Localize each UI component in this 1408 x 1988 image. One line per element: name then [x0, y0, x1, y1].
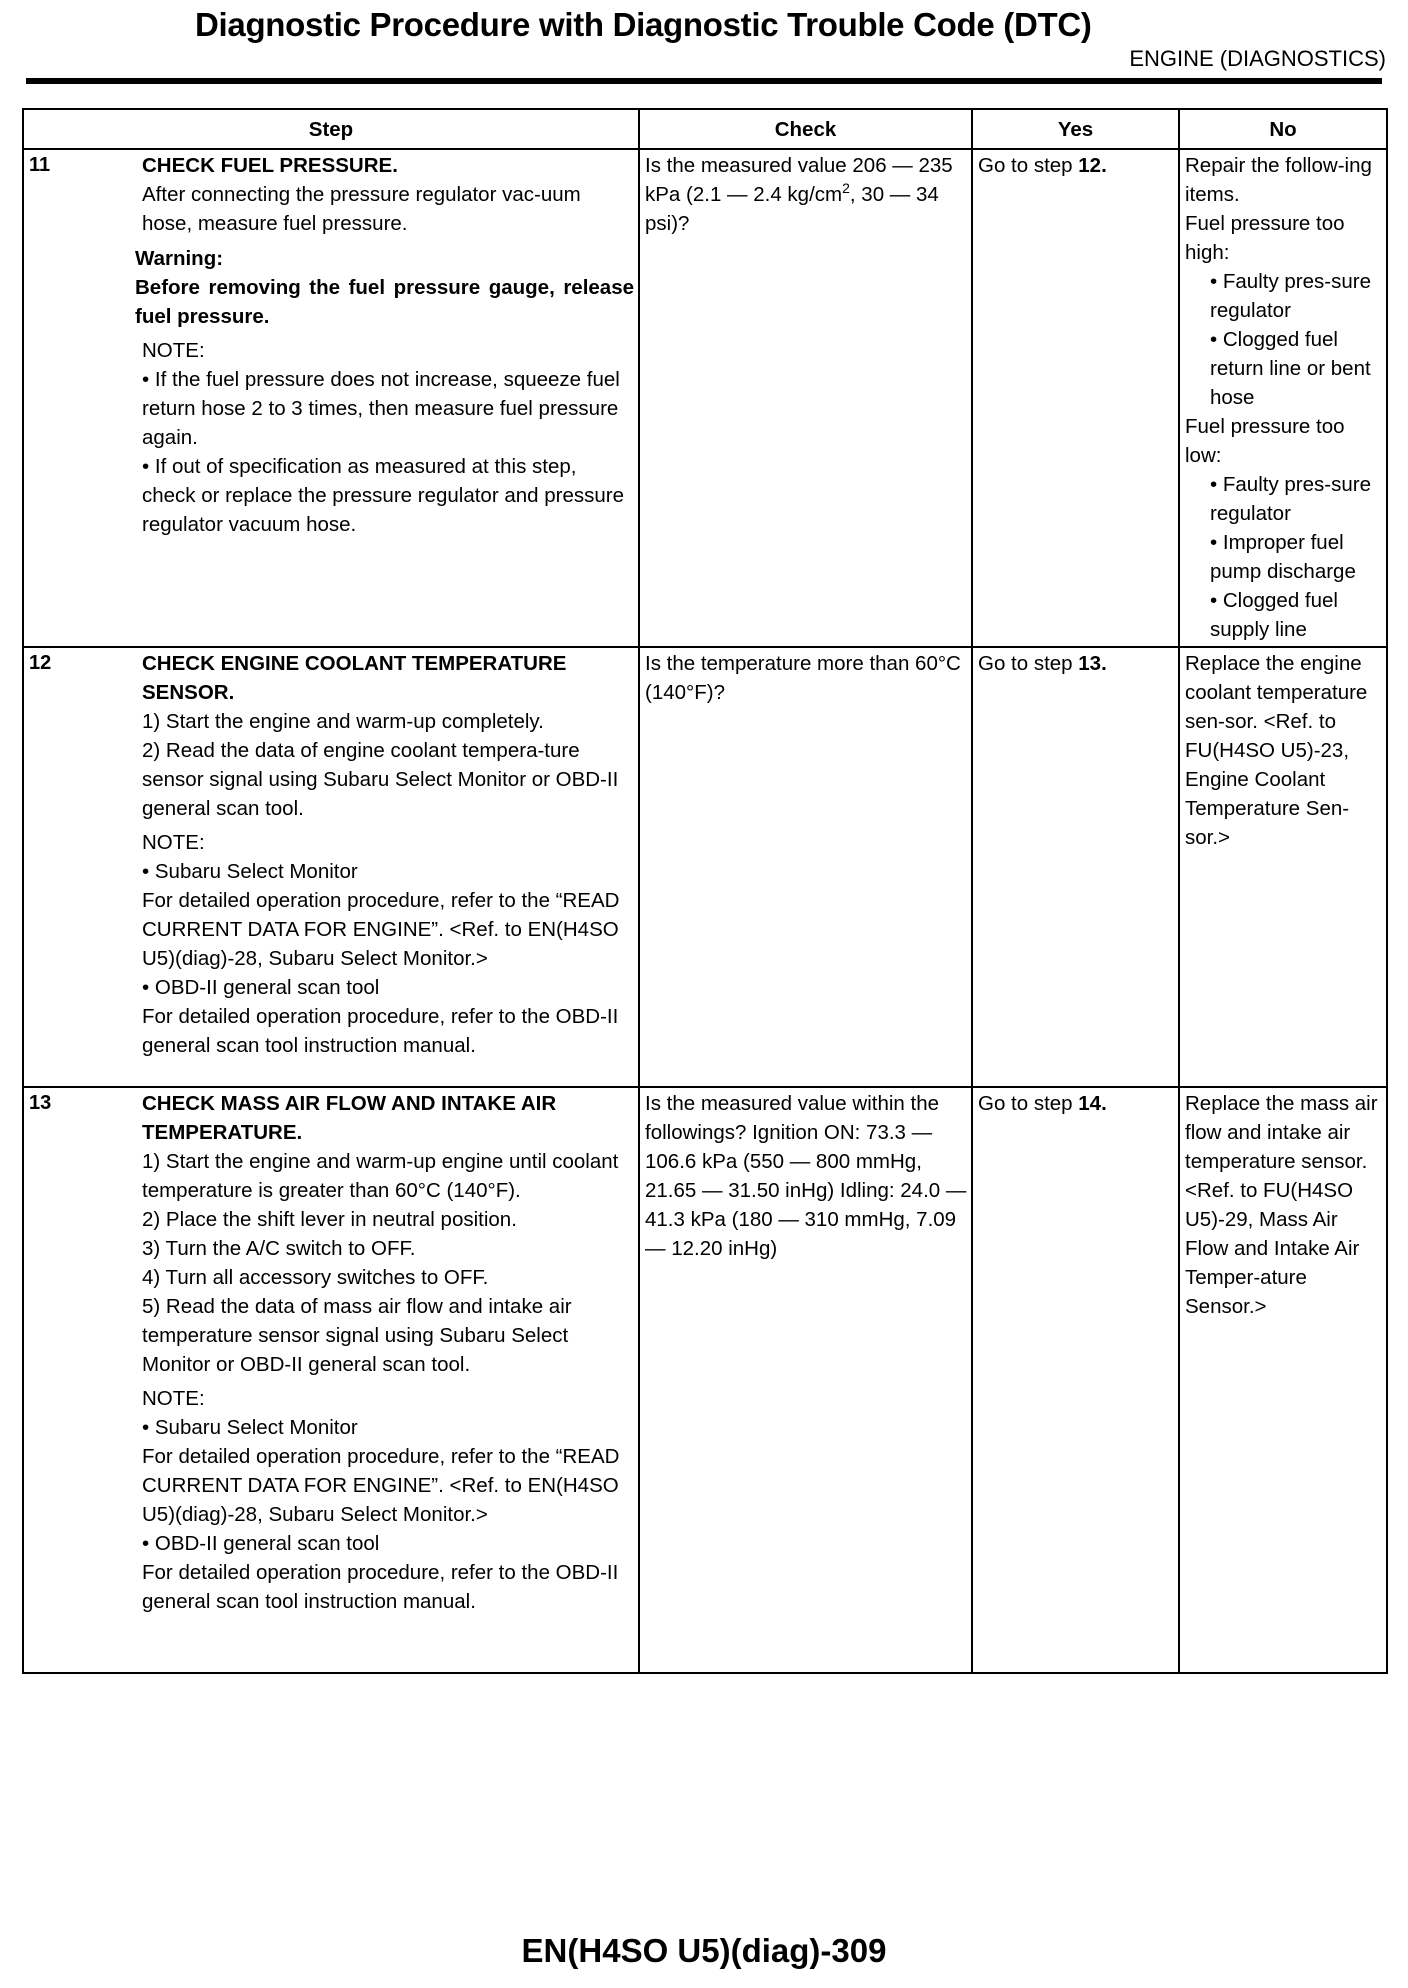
no-item: • Clogged fuel return line or bent hose: [1210, 328, 1371, 409]
no-intro: Repair the follow-ing items.: [1185, 154, 1372, 206]
no-heading-low: Fuel pressure too low:: [1185, 415, 1345, 467]
note-item: • Subaru Select Monitor: [142, 1416, 358, 1439]
note-item: • If out of specification as measured at this step, check or replace the pressure regulator and pressure regulator vacuum hose.: [142, 455, 625, 536]
yes-cell: [972, 149, 1179, 647]
note-item: • OBD-II general scan tool: [142, 976, 380, 999]
no-cell: Replace the mass air flow and intake air temperature sensor. <Ref. to FU(H4SO U5)-29, Mass Air Flow and Intake Air Temper-ature Sensor.>: [1179, 1087, 1387, 1673]
yes-prefix: Go to step: [978, 1092, 1079, 1115]
no-cell: [1179, 149, 1387, 647]
step-item: 4) Turn all accessory switches to OFF.: [142, 1266, 489, 1289]
step-cell: [137, 1087, 639, 1673]
no-item: • Faulty pres-sure regulator: [1210, 270, 1371, 322]
step-number: 11: [23, 149, 137, 647]
note-text: For detailed operation procedure, refer to the OBD-II general scan tool instruction manual.: [142, 1561, 619, 1613]
step-item: 1) Start the engine and warm-up completely.: [142, 710, 544, 733]
column-header-check: Check: [639, 109, 972, 149]
table-row-step-12: [23, 647, 1387, 1087]
step-item: 5) Read the data of mass air flow and intake air temperature sensor signal using Subaru Select Monitor or OBD-II general scan tool.: [142, 1295, 572, 1376]
column-header-no: No: [1179, 109, 1387, 149]
note-item: • If the fuel pressure does not increase, squeeze fuel return hose 2 to 3 times, then measure fuel pressure again.: [142, 368, 620, 449]
note-text: For detailed operation procedure, refer to the OBD-II general scan tool instruction manual.: [142, 1005, 619, 1057]
table-header-row: [23, 109, 1387, 149]
header-rule: [26, 78, 1382, 84]
step-cell: [137, 647, 639, 1087]
step-number: 13: [23, 1087, 137, 1673]
check-text-end: , 30 — 34 psi)?: [645, 183, 939, 235]
note-label: NOTE:: [142, 831, 205, 854]
note-label: NOTE:: [142, 339, 205, 362]
step-title: CHECK FUEL PRESSURE.: [142, 154, 398, 177]
note-item: • OBD-II general scan tool: [142, 1532, 380, 1555]
yes-cell: [972, 647, 1179, 1087]
check-superscript: 2: [842, 180, 850, 197]
note-item: • Subaru Select Monitor: [142, 860, 358, 883]
page-number: EN(H4SO U5)(diag)-309: [521, 1932, 887, 1969]
step-item: 3) Turn the A/C switch to OFF.: [142, 1237, 416, 1260]
no-item: • Clogged fuel supply line: [1210, 589, 1338, 641]
yes-prefix: Go to step: [978, 154, 1079, 177]
step-title: CHECK ENGINE COOLANT TEMPERATURE SENSOR.: [142, 652, 567, 704]
yes-step-link: 12.: [1078, 154, 1107, 177]
step-item: 2) Read the data of engine coolant tempera-ture sensor signal using Subaru Select Monitor or OBD-II general scan tool.: [142, 739, 619, 820]
yes-step-link: 14.: [1078, 1092, 1107, 1115]
no-item: • Faulty pres-sure regulator: [1210, 473, 1371, 525]
step-item: 1) Start the engine and warm-up engine until coolant temperature is greater than 60°C (140°F).: [142, 1150, 619, 1202]
table-row-step-13: [23, 1087, 1387, 1673]
step-number: 12: [23, 647, 137, 1087]
note-label: NOTE:: [142, 1387, 205, 1410]
step-text: After connecting the pressure regulator vac-uum hose, measure fuel pressure.: [142, 183, 581, 235]
no-cell: Replace the engine coolant temperature sen-sor. <Ref. to FU(H4SO U5)-23, Engine Coolant Temperature Sen-sor.>: [1179, 647, 1387, 1087]
check-text: Is the measured value 206 — 235 kPa (2.1 — 2.4 kg/cm: [645, 154, 953, 206]
yes-cell: [972, 1087, 1179, 1673]
warning-label: Warning:: [135, 247, 224, 270]
page-title: Diagnostic Procedure with Diagnostic Trouble Code (DTC): [195, 6, 1092, 43]
step-cell: [137, 149, 639, 647]
yes-prefix: Go to step: [978, 652, 1079, 675]
column-header-step: Step: [23, 109, 639, 149]
note-text: For detailed operation procedure, refer to the “READ CURRENT DATA FOR ENGINE”. <Ref. to EN(H4SO U5)(diag)-28, Subaru Select Monitor.>: [142, 889, 620, 970]
check-cell: Is the temperature more than 60°C (140°F)?: [639, 647, 972, 1087]
note-text: For detailed operation procedure, refer to the “READ CURRENT DATA FOR ENGINE”. <Ref. to EN(H4SO U5)(diag)-28, Subaru Select Monitor.>: [142, 1445, 620, 1526]
check-cell: Is the measured value within the followings? Ignition ON: 73.3 — 106.6 kPa (550 — 800 mmHg, 21.65 — 31.50 inHg) Idling: 24.0 — 41.3 kPa (180 — 310 mmHg, 7.09 — 12.20 inHg): [639, 1087, 972, 1673]
step-item: 2) Place the shift lever in neutral position.: [142, 1208, 517, 1231]
diagnostic-table: [22, 108, 1388, 1674]
no-item: • Improper fuel pump discharge: [1210, 531, 1356, 583]
column-header-yes: Yes: [972, 109, 1179, 149]
yes-step-link: 13.: [1078, 652, 1107, 675]
check-cell: [639, 149, 972, 647]
warning-text: Before removing the fuel pressure gauge, release fuel pressure.: [135, 276, 634, 328]
section-name: ENGINE (DIAGNOSTICS): [1129, 46, 1386, 71]
step-title: CHECK MASS AIR FLOW AND INTAKE AIR TEMPERATURE.: [142, 1092, 557, 1144]
no-heading-high: Fuel pressure too high:: [1185, 212, 1345, 264]
table-row-step-11: [23, 149, 1387, 647]
